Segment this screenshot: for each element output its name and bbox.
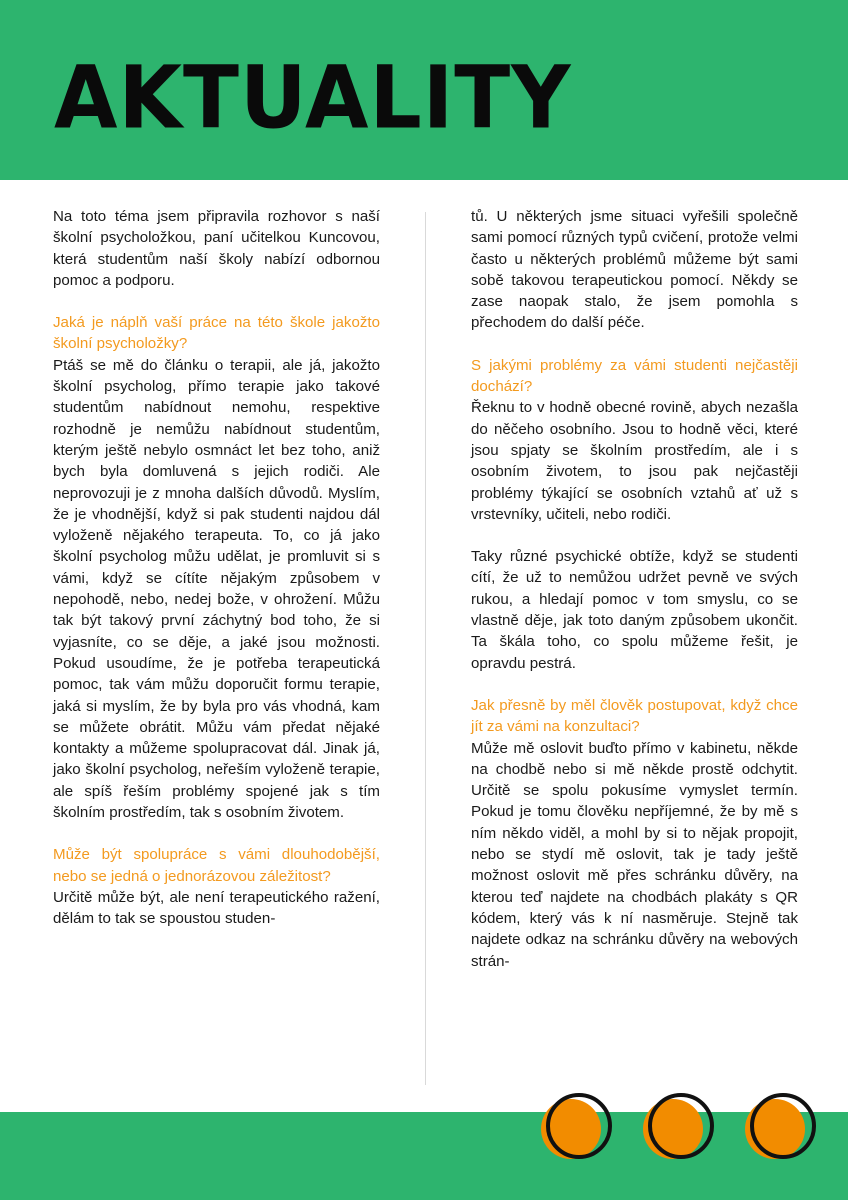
paragraph-gap: [471, 334, 798, 355]
intro-paragraph: Na toto téma jsem připravila rozhovor s naší školní psycholožkou, paní učitelkou Kuncovou, která studentům naší školy nabízí odbornou pomoc a podporu.: [53, 208, 380, 289]
answer-2: Určitě může být, ale není terapeutického ražení, dělám to tak se spoustou studen-: [53, 888, 380, 928]
question-2: Může být spolupráce s vámi dlouhodobější, nebo se jedná o jednorázovou záležitost?: [53, 846, 380, 885]
question-3: S jakými problémy za vámi studenti nejčastěji dochází?: [471, 356, 798, 396]
page-title: AKTUALITY: [54, 48, 572, 149]
question-1: Jaká je náplň vaší práce na této škole jakožto školní psycholožky?: [53, 314, 380, 353]
black-ring: [546, 1093, 612, 1159]
answer-3-part-1: Řeknu to v hodně obecné rovině, abych nezašla do něčeho osobního. Jsou to hodně věci, které jsou spjaty se školním prostředím, ale i s osobním životem, to jsou pak nejčastěji problémy týkající se osobních vztahů ať už s vrstevníky, učiteli, nebo rodiči.: [471, 399, 798, 523]
paragraph-gap: [53, 291, 380, 312]
answer-4: Může mě oslovit buďto přímo v kabinetu, někde na chodbě nebo si mě někde prostě odchytit. Určitě se spolu pokusíme vymyslet termín. Pokud je tomu člověku nepříjemné, že by mě s ním někdo viděl, a mohl by si to nějak propojit, nebo se stydí mě oslovit, tak je tady ještě možnost oslovit mě přes schránku důvěry, na kterou teď najdete na chodbách plakáty s QR kódem, který vás k ní nasměruje. Stejně tak najdete odkaz na schránku důvěry na webových strán-: [471, 739, 798, 970]
column-divider: [425, 212, 426, 1085]
right-column: [471, 206, 798, 972]
question-4: Jak přesně by měl člověk postupovat, když chce jít za vámi na konzultaci?: [471, 696, 798, 736]
decorative-circle-icon: [541, 1093, 607, 1159]
decorative-circle-icon: [745, 1093, 811, 1159]
paragraph-gap: [53, 823, 380, 844]
paragraph-gap: [471, 674, 798, 695]
paragraph-gap: [471, 525, 798, 546]
answer-2-continued: tů. U některých jsme situaci vyřešili společně sami pomocí různých typů cvičení, protože velmi často u některých problémů můžeme být sami sobě takovou terapeutickou pomocí. Někdy se zase naopak stalo, že jsem pomohla s přechodem do další péče.: [471, 208, 798, 332]
footer-band: [0, 1112, 848, 1200]
header-band: [0, 0, 848, 180]
black-ring: [750, 1093, 816, 1159]
decorative-circle-icon: [643, 1093, 709, 1159]
black-ring: [648, 1093, 714, 1159]
answer-3-part-2: Taky různé psychické obtíže, když se studenti cítí, že už to nemůžou udržet pevně ve svých rukou, a hledají pomoc v tom smyslu, co se vlastně děje, jak toto daným způsobem ukončit. Ta škála toho, co spolu můžeme řešit, je opravdu pestrá.: [471, 548, 798, 672]
left-column: [53, 206, 380, 930]
answer-1: Ptáš se mě do článku o terapii, ale já, jakožto školní psycholog, přímo terapie jako takové studentům nabídnout nemohu, respektive rozhodně je nemůžu nabídnout studentům, kterým ještě nebylo osmnáct let bez toho, aniž bych byla domluvená s jejich rodiči. Ale neprovozuji je z mnoha dalších důvodů. Myslím, že je vhodnější, když si pak studenti najdou dál vyloženě nějakého terapeuta. To, co já jako školní psycholog můžu udělat, je promluvit si s vámi, když se cítíte nějakým způsobem v nepohodě, nebo, nedej bože, v ohrožení. Můžu tak být takový první záchytný bod toho, že si vyjasníte, co se děje, a jaké jsou možnosti. Pokud usoudíme, že je potřeba terapeutická pomoc, tak vám můžu doporučit formu terapie, jaká si myslím, že by byla pro vás vhodná, kam se můžete obrátit. Můžu vám předat nějaké kontakty a můžeme spolupracovat dál. Jinak já, jako školní psycholog, neřeším vyloženě terapie, ale spíš řeším problémy spojené jak s tím školním prostředím, tak s osobním životem.: [53, 356, 380, 822]
